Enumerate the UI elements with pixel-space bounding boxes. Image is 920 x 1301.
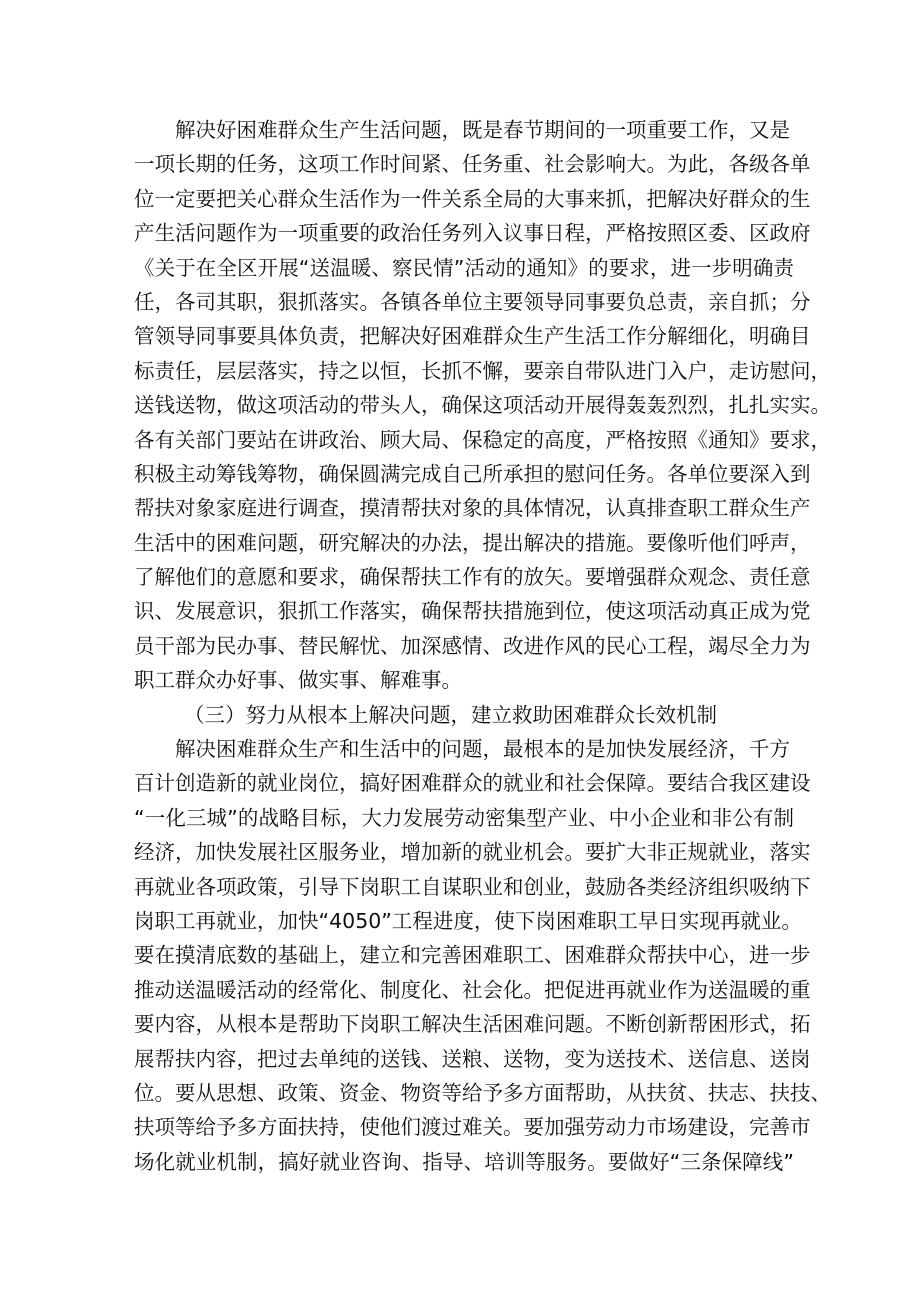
paragraph-line: 帮扶对象家庭进行调查，摸清帮扶对象的具体情况，认真排查职工群众生产: [134, 496, 811, 521]
paragraph-line: 解决好困难群众生产生活问题，既是春节期间的一项重要工作，又是: [175, 118, 790, 142]
paragraph-line: 岗职工再就业，加快“4050”工程进度，使下岗困难职工早日实现再就业。: [134, 908, 802, 933]
paragraph-line: 各有关部门要站在讲政治、顾大局、保稳定的高度，严格按照《通知》要求，: [134, 427, 831, 452]
paragraph-line: 再就业各项政策，引导下岗职工自谋职业和创业，鼓励各类经济组织吸纳下: [134, 874, 811, 899]
paragraph-line: 扶项等给予多方面扶持，使他们渡过难关。要加强劳动力市场建设，完善市: [134, 1115, 811, 1140]
paragraph-line: 要内容，从根本是帮助下岗职工解决生活困难问题。不断创新帮困形式，拓: [134, 1012, 811, 1037]
paragraph-line: 管领导同事要具体负责，把解决好困难群众生产生活工作分解细化，明确目: [134, 324, 811, 349]
paragraph-line: 场化就业机制，搞好就业咨询、指导、培训等服务。要做好“三条保障线”: [134, 1149, 794, 1174]
paragraph-line: 员干部为民办事、替民解忧、加深感情、改进作风的民心工程，竭尽全力为: [134, 633, 811, 658]
paragraph-line: 位一定要把关心群众生活作为一件关系全局的大事来抓，把解决好群众的生: [134, 186, 811, 211]
paragraph-line: 送钱送物，做这项活动的带头人，确保这项活动开展得轰轰烈烈，扎扎实实。: [134, 393, 831, 418]
paragraph-line: 推动送温暖活动的经常化、制度化、社会化。把促进再就业作为送温暖的重: [134, 977, 811, 1002]
paragraph-line: 了解他们的意愿和要求，确保帮扶工作有的放矢。要增强群众观念、责任意: [134, 565, 811, 590]
paragraph-line: “一化三城”的战略目标，大力发展劳动密集型产业、中小企业和非公有制: [134, 805, 794, 830]
section-heading: （三）努力从根本上解决问题，建立救助困难群众长效机制: [184, 702, 717, 727]
paragraph-line: 展帮扶内容，把过去单纯的送钱、送粮、送物，变为送技术、送信息、送岗: [134, 1046, 811, 1071]
document-body: [134, 113, 831, 1179]
paragraph-line: 《关于在全区开展“送温暖、察民情”活动的通知》的要求，进一步明确责: [134, 255, 794, 280]
paragraph-line: 积极主动筹钱筹物，确保圆满完成自己所承担的慰问任务。各单位要深入到: [134, 461, 811, 486]
paragraph-line: 产生活问题作为一项重要的政治任务列入议事日程，严格按照区委、区政府: [134, 221, 811, 246]
paragraph-line: 任，各司其职，狠抓落实。各镇各单位主要领导同事要负总责，亲自抓；分: [134, 289, 811, 314]
paragraph-line: 一项长期的任务，这项工作时间紧、任务重、社会影响大。为此，各级各单: [134, 152, 811, 177]
paragraph-line: 职工群众办好事、做实事、解难事。: [134, 668, 462, 693]
paragraph-line: 标责任，层层落实，持之以恒，长抓不懈，要亲自带队进门入户，走访慰问，: [134, 358, 831, 383]
paragraph-line: 百计创造新的就业岗位，搞好困难群众的就业和社会保障。要结合我区建设: [134, 771, 811, 796]
paragraph-line: 识、发展意识，狠抓工作落实，确保帮扶措施到位，使这项活动真正成为党: [134, 599, 811, 624]
paragraph-line: 位。要从思想、政策、资金、物资等给予多方面帮助，从扶贫、扶志、扶技、: [134, 1080, 831, 1105]
paragraph-line: 解决困难群众生产和生活中的问题，最根本的是加快发展经济，千方: [175, 737, 790, 762]
paragraph-line: 要在摸清底数的基础上，建立和完善困难职工、困难群众帮扶中心，进一步: [134, 943, 811, 968]
paragraph-line: 经济，加快发展社区服务业，增加新的就业机会。要扩大非正规就业，落实: [134, 840, 811, 865]
paragraph-line: 生活中的困难问题，研究解决的办法，提出解决的措施。要像听他们呼声，: [134, 530, 811, 555]
